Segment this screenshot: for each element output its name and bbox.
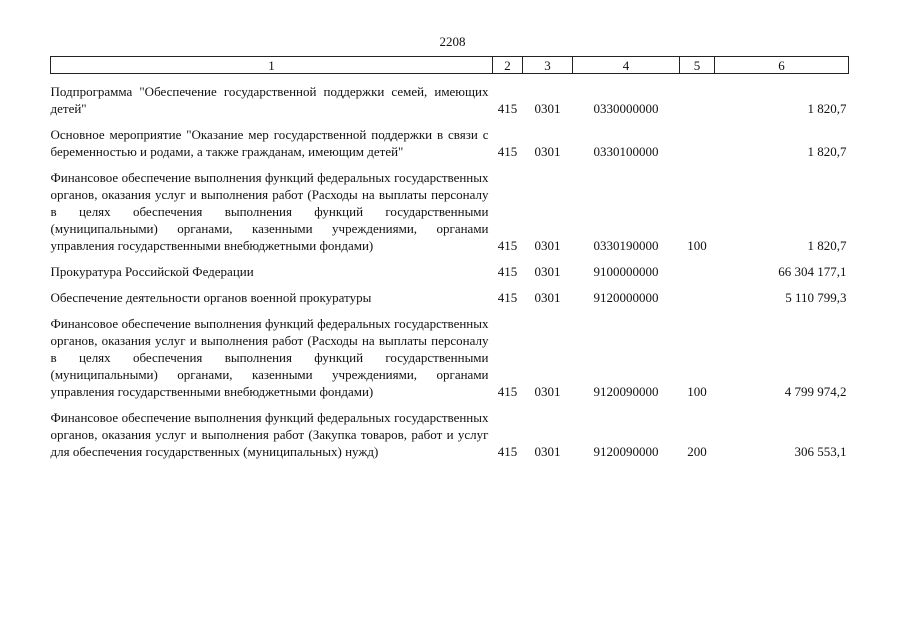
code-col2: 415 <box>497 444 518 459</box>
header-cell-2: 2 <box>493 57 523 74</box>
code-col3: 0301 <box>534 384 561 399</box>
code-col5 <box>680 126 715 160</box>
code-col5: 100 <box>687 384 707 399</box>
code-col3: 0301 <box>534 264 561 279</box>
item-name: Основное мероприятие "Оказание мер государственной поддержки в связи с беременностью и родами, а также гражданам, имеющим детей" <box>50 127 489 159</box>
budget-table <box>50 56 849 460</box>
code-col2: 415 <box>497 264 518 279</box>
table-row <box>51 315 849 400</box>
code-col4: 9120000000 <box>593 290 659 305</box>
item-name: Подпрограмма "Обеспечение государственной поддержки семей, имеющих детей" <box>50 84 489 116</box>
code-col3: 0301 <box>534 444 561 459</box>
table-row <box>51 169 849 254</box>
amount: 1 820,7 <box>807 144 847 159</box>
amount: 4 799 974,2 <box>784 384 847 399</box>
code-col4: 9100000000 <box>593 264 659 279</box>
table-row <box>51 409 849 460</box>
amount: 5 110 799,3 <box>785 290 847 305</box>
table-row <box>51 263 849 280</box>
code-col4: 9120090000 <box>593 384 659 399</box>
header-cell-4: 4 <box>573 57 680 74</box>
code-col3: 0301 <box>534 101 561 116</box>
code-col5 <box>680 289 715 306</box>
code-col2: 415 <box>497 238 518 253</box>
header-cell-5: 5 <box>680 57 715 74</box>
item-name: Финансовое обеспечение выполнения функций федеральных государственных органов, оказания услуг и выполнения работ (Расходы на выплаты персоналу в целях обеспечения выполнения функций государственными (муниципальными) органами, казенными учреждениями, органами управления государственными внебюджетными фондами) <box>50 316 489 399</box>
code-col5: 100 <box>687 238 707 253</box>
amount: 66 304 177,1 <box>778 264 847 279</box>
table-row <box>51 83 849 117</box>
code-col2: 415 <box>497 384 518 399</box>
code-col2: 415 <box>497 290 518 305</box>
table-row <box>51 289 849 306</box>
item-name: Обеспечение деятельности органов военной прокуратуры <box>50 290 372 305</box>
code-col5 <box>680 83 715 117</box>
code-col2: 415 <box>497 144 518 159</box>
item-name: Финансовое обеспечение выполнения функций федеральных государственных органов, оказания услуг и выполнения работ (Закупка товаров, работ и услуг для обеспечения государственных (муниципальных) нужд) <box>50 410 489 459</box>
code-col2: 415 <box>497 101 518 116</box>
code-col4: 0330000000 <box>593 101 659 116</box>
header-cell-6: 6 <box>715 57 849 74</box>
code-col4: 0330100000 <box>593 144 659 159</box>
code-col3: 0301 <box>534 238 561 253</box>
item-name: Прокуратура Российской Федерации <box>50 264 254 279</box>
table-row <box>51 126 849 160</box>
header-cell-3: 3 <box>523 57 573 74</box>
code-col3: 0301 <box>534 144 561 159</box>
code-col4: 9120090000 <box>593 444 659 459</box>
header-cell-1: 1 <box>51 57 493 74</box>
header-row <box>51 57 849 74</box>
amount: 1 820,7 <box>807 101 847 116</box>
code-col3: 0301 <box>534 290 561 305</box>
item-name: Финансовое обеспечение выполнения функций федеральных государственных органов, оказания услуг и выполнения работ (Расходы на выплаты персоналу в целях обеспечения выполнения функций государственными (муниципальными) органами, казенными учреждениями, органами управления государственными внебюджетными фондами) <box>50 170 489 253</box>
code-col5: 200 <box>687 444 707 459</box>
amount: 306 553,1 <box>794 444 847 459</box>
code-col4: 0330190000 <box>593 238 659 253</box>
amount: 1 820,7 <box>807 238 847 253</box>
code-col5 <box>680 263 715 280</box>
page-number: 2208 <box>439 34 466 49</box>
